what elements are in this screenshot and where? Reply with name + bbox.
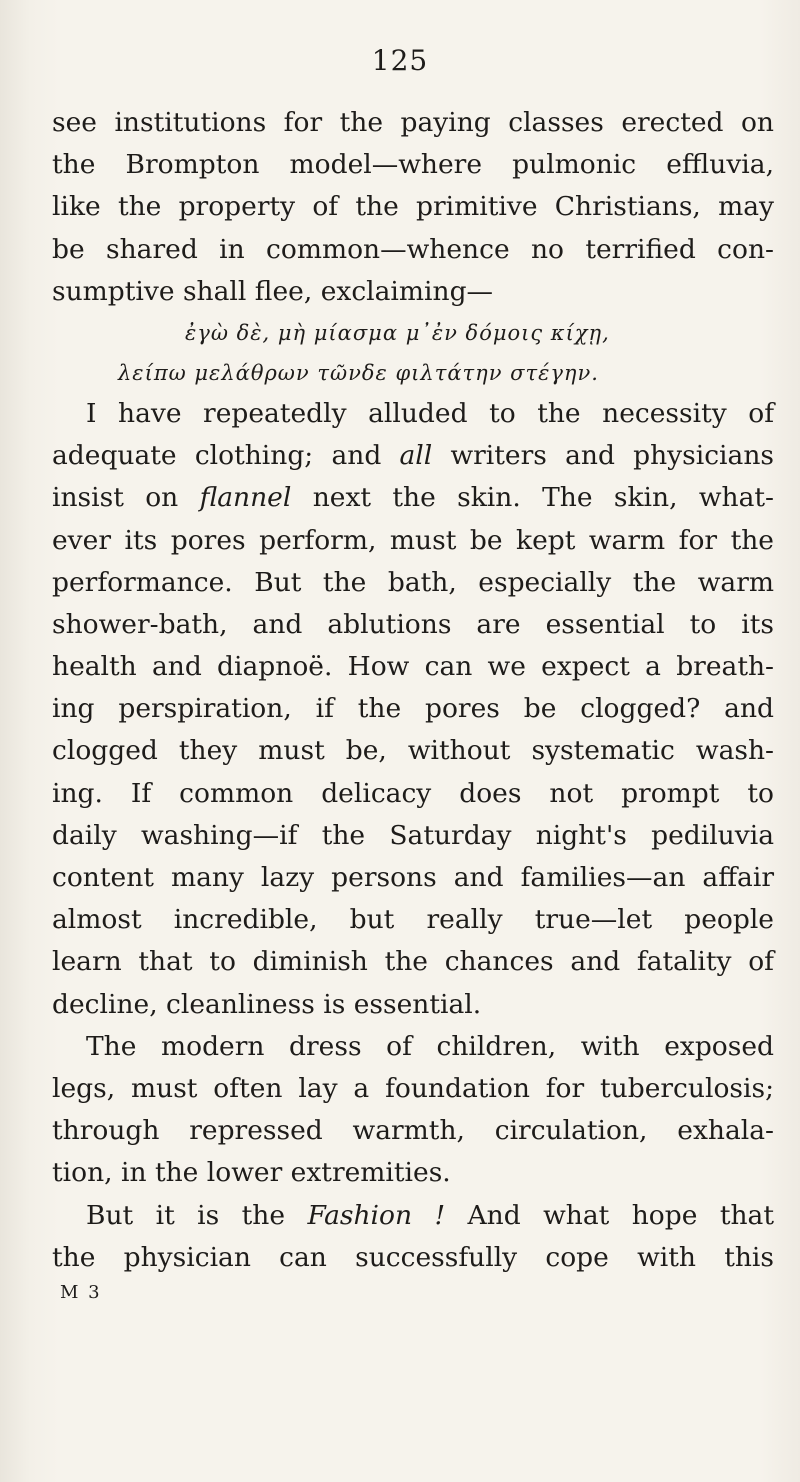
text-span: insist on <box>52 482 200 514</box>
greek-verse-line: λείπω μελάθρων τῶνδε φιλτάτην στέγην. <box>118 360 599 385</box>
greek-verse-line: ἐγὼ δὲ, μὴ μίασμα μ᾽ἐν δόμοις κίχῃ, <box>185 320 610 345</box>
text-line <box>52 435 774 477</box>
page-number: 125 <box>371 44 429 77</box>
text-line: the physician can successfully cope with this <box>52 1241 774 1273</box>
text-line: through repressed warmth, circulation, exhala- <box>52 1115 774 1147</box>
text-line: I have repeatedly alluded to the necessity of <box>86 397 774 429</box>
text-line: clogged they must be, without systematic wash- <box>52 735 774 767</box>
emphasis-fashion: Fashion ! <box>307 1199 446 1231</box>
text-span: adequate clothing; and <box>52 440 400 472</box>
text-line: health and diapnoë. How can we expect a breath- <box>52 651 774 683</box>
text-line: like the property of the primitive Christians, may <box>52 191 774 223</box>
text-line: sumptive shall flee, exclaiming— <box>52 275 494 307</box>
emphasis-flannel: flannel <box>199 482 292 514</box>
text-line: performance. But the bath, especially the warm <box>52 566 774 598</box>
text-line: The modern dress of children, with exposed <box>86 1030 774 1062</box>
text-line: ing. If common delicacy does not prompt to <box>52 777 774 809</box>
text-line: tion, in the lower extremities. <box>52 1157 451 1189</box>
text-span: And what hope that <box>445 1199 774 1231</box>
text-line: decline, cleanliness is essential. <box>52 988 482 1020</box>
text-line: ever its pores perform, must be kept warm for the <box>52 524 774 556</box>
text-line: learn that to diminish the chances and fatality of <box>52 946 774 978</box>
text-span: writers and physicians <box>432 440 774 472</box>
text-line: almost incredible, but really true—let people <box>52 904 774 936</box>
text-line: daily washing—if the Saturday night's pediluvia <box>52 819 774 851</box>
text-line: legs, must often lay a foundation for tuberculosis; <box>52 1072 774 1104</box>
text-line <box>52 477 774 519</box>
printer-signature-mark: M 3 <box>60 1281 102 1303</box>
text-line: ing perspiration, if the pores be clogged? and <box>52 693 774 725</box>
text-line: shower-bath, and ablutions are essential to its <box>52 608 774 640</box>
text-line: see institutions for the paying classes erected on <box>52 107 774 138</box>
text-line: content many lazy persons and families—an affair <box>52 862 774 893</box>
body-text <box>52 102 774 1307</box>
text-line: the Brompton model—where pulmonic effluvia, <box>52 149 774 181</box>
text-line <box>52 1195 774 1237</box>
text-span: next the skin. The skin, what- <box>291 482 774 514</box>
text-line: be shared in common—whence no terrified con- <box>52 233 774 265</box>
emphasis-all: all <box>399 440 433 472</box>
text-span: But it is the <box>86 1199 308 1231</box>
